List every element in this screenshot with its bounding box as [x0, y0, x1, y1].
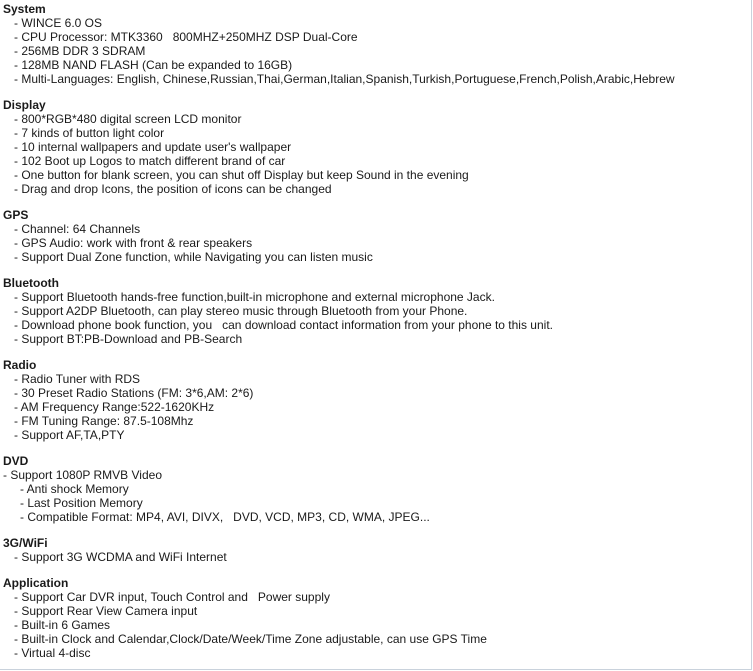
spec-item: - Last Position Memory	[20, 496, 143, 510]
spec-item: - Virtual 4-disc	[14, 646, 91, 660]
spec-item: - Channel: 64 Channels	[14, 222, 141, 236]
section-dvd	[3, 454, 748, 524]
spec-item: - Download phone book function, you can download contact information from your phone to this unit.	[14, 318, 553, 332]
spec-item: - Multi-Languages: English, Chinese,Russian,Thai,German,Italian,Spanish,Turkish,Portuguese,French,Polish,Arabic,Hebrew	[14, 72, 675, 86]
spec-item: - 30 Preset Radio Stations (FM: 3*6,AM: 2*6)	[14, 386, 254, 400]
section-heading: GPS	[3, 208, 29, 222]
spec-item: - 10 internal wallpapers and update user's wallpaper	[14, 140, 292, 154]
spec-item: - FM Tuning Range: 87.5-108Mhz	[14, 414, 194, 428]
spec-item: - Support 3G WCDMA and WiFi Internet	[14, 550, 227, 564]
spacer	[3, 86, 748, 98]
spec-item: - Support Bluetooth hands-free function,built-in microphone and external microphone Jack.	[14, 290, 495, 304]
section-heading: Radio	[3, 358, 37, 372]
spacer	[3, 524, 748, 536]
section-gps	[3, 208, 748, 264]
section-heading: Application	[3, 576, 69, 590]
section-bluetooth	[3, 276, 748, 346]
spec-item: - 7 kinds of button light color	[14, 126, 165, 140]
spec-item: - Support BT:PB-Download and PB-Search	[14, 332, 243, 346]
spec-item-lead: - Support 1080P RMVB Video	[3, 468, 162, 482]
spec-item: - 102 Boot up Logos to match different brand of car	[14, 154, 286, 168]
spacer	[3, 264, 748, 276]
spec-item: - Drag and drop Icons, the position of icons can be changed	[14, 182, 332, 196]
spec-item: - Support Rear View Camera input	[14, 604, 198, 618]
spec-item: - Anti shock Memory	[20, 482, 129, 496]
spec-item: - Support AF,TA,PTY	[14, 428, 125, 442]
spacer	[3, 564, 748, 576]
spec-item: - Compatible Format: MP4, AVI, DIVX, DVD, VCD, MP3, CD, WMA, JPEG...	[20, 510, 430, 524]
spec-item: - Built-in 6 Games	[14, 618, 111, 632]
section-system	[3, 2, 748, 86]
spec-item: - GPS Audio: work with front & rear speakers	[14, 236, 253, 250]
spec-item: - Built-in Clock and Calendar,Clock/Date/Week/Time Zone adjustable, can use GPS Time	[14, 632, 487, 646]
section-radio	[3, 358, 748, 442]
spacer	[3, 346, 748, 358]
section-3g-wifi	[3, 536, 748, 564]
spec-item: - Support Car DVR input, Touch Control and Power supply	[14, 590, 330, 604]
section-application	[3, 576, 748, 660]
spec-item: - Support A2DP Bluetooth, can play stereo music through Bluetooth from your Phone.	[14, 304, 468, 318]
spec-document	[3, 2, 748, 660]
spec-item: - Support Dual Zone function, while Navigating you can listen music	[14, 250, 373, 264]
spacer	[3, 196, 748, 208]
section-display	[3, 98, 748, 196]
spacer	[3, 442, 748, 454]
spec-item: - WINCE 6.0 OS	[14, 16, 103, 30]
spec-item: - CPU Processor: MTK3360 800MHZ+250MHZ DSP Dual-Core	[14, 30, 358, 44]
spec-item: - Radio Tuner with RDS	[14, 372, 141, 386]
spec-item: - 256MB DDR 3 SDRAM	[14, 44, 146, 58]
section-heading: Bluetooth	[3, 276, 59, 290]
section-heading: 3G/WiFi	[3, 536, 48, 550]
spec-item: - AM Frequency Range:522-1620KHz	[14, 400, 215, 414]
spec-item: - 128MB NAND FLASH (Can be expanded to 16GB)	[14, 58, 293, 72]
spec-item: - 800*RGB*480 digital screen LCD monitor	[14, 112, 242, 126]
section-heading: Display	[3, 98, 46, 112]
section-heading: DVD	[3, 454, 29, 468]
spec-item: - One button for blank screen, you can shut off Display but keep Sound in the evening	[14, 168, 469, 182]
section-heading: System	[3, 2, 46, 16]
